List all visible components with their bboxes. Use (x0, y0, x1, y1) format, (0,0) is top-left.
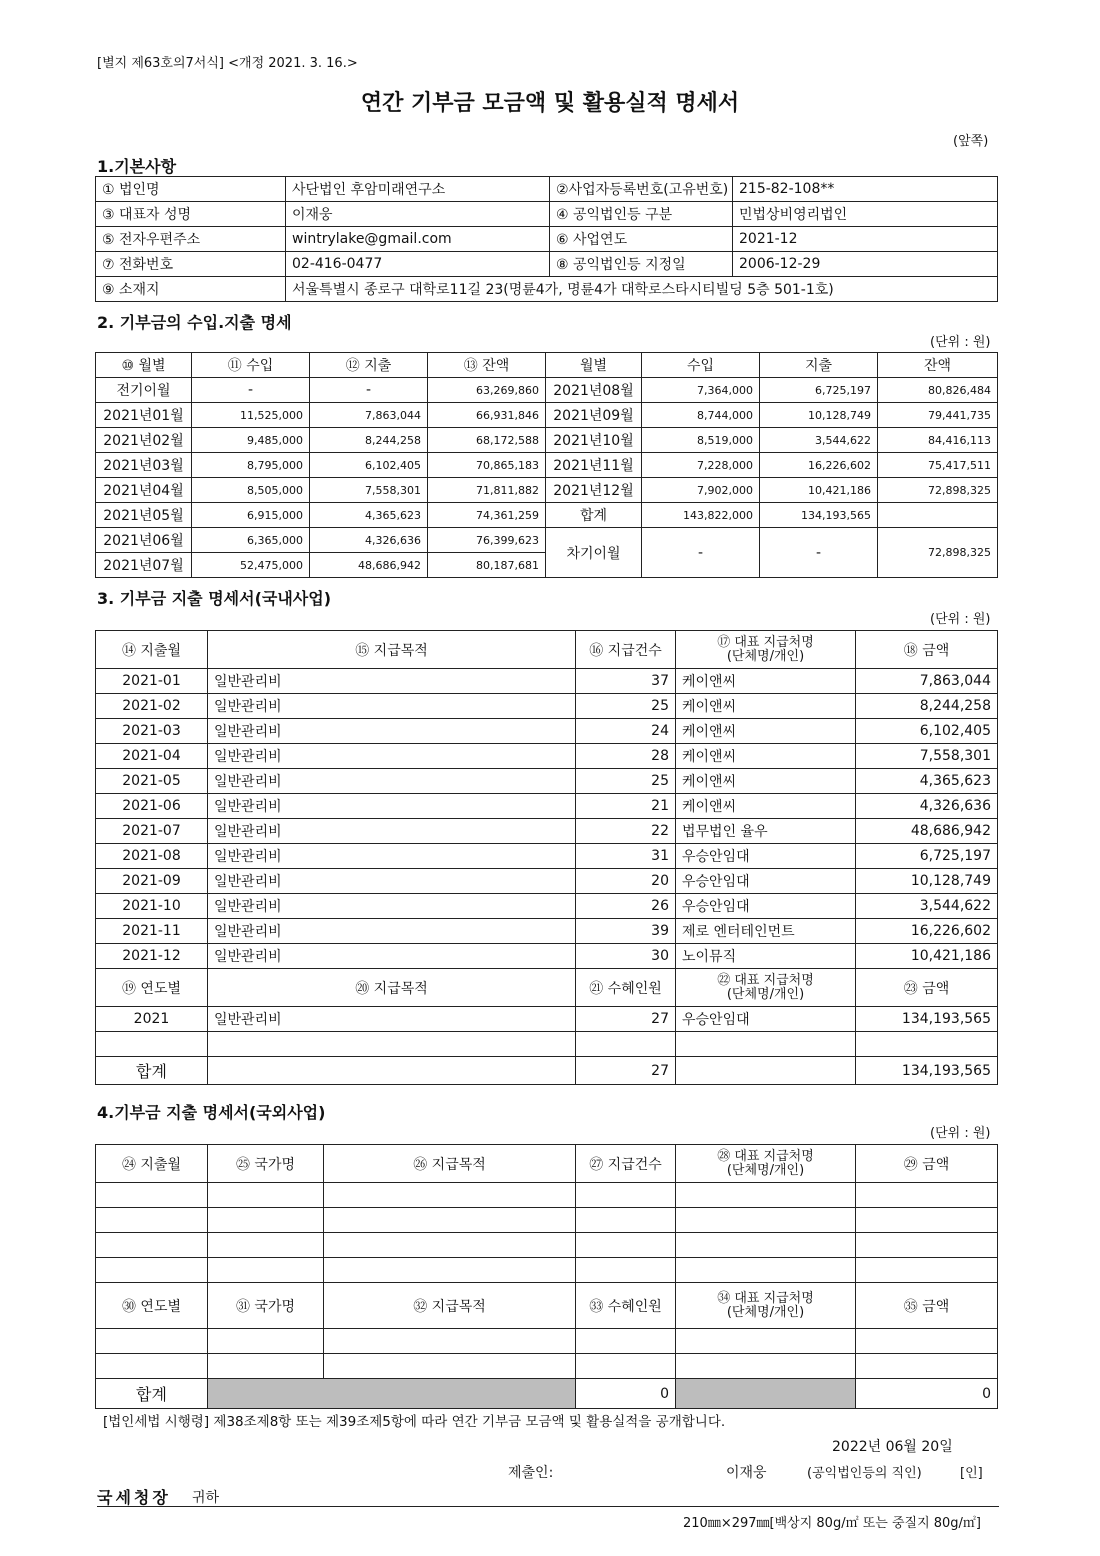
unit-label: (단위 : 원) (930, 1126, 991, 1141)
table-cell: 2021-05 (96, 769, 208, 794)
table-row (96, 669, 998, 694)
empty-cell (856, 1032, 998, 1057)
header-beneficiaries: ㉝ 수혜인원 (576, 1283, 676, 1329)
table-cell: 10,128,749 (856, 869, 998, 894)
header-amount-2: ㉓ 금액 (856, 969, 998, 1007)
table-cell: 6,365,000 (192, 528, 310, 553)
header-balance-2: 잔액 (878, 353, 998, 378)
phone: 02-416-0477 (286, 252, 550, 277)
recipient: 국세청장 (97, 1488, 171, 1507)
table-cell: 11,525,000 (192, 403, 310, 428)
table-cell: 30 (576, 944, 676, 969)
table-cell: 제로 엔터테인먼트 (676, 919, 856, 944)
table-cell: 8,744,000 (642, 403, 760, 428)
submit-date: 2022년 06월 20일 (832, 1439, 953, 1455)
address: 서울특별시 종로구 대학로11길 23(명륜4가, 명륜4가 대학로스타시티빌딩 5층 501-1호) (286, 277, 998, 302)
empty-cell (676, 1057, 856, 1085)
table-cell: 9,485,000 (192, 428, 310, 453)
table-cell: 80,187,681 (428, 553, 546, 578)
foreign-total-count: 0 (576, 1379, 676, 1409)
table-cell: 2021-07 (96, 819, 208, 844)
table-cell: 10,128,749 (760, 403, 878, 428)
table-cell: 2021-09 (96, 869, 208, 894)
header-recipient: ⑰ 대표 지급처명 (단체명/개인) (676, 631, 856, 669)
header-recipient-2: ㉒ 대표 지급처명 (단체명/개인) (676, 969, 856, 1007)
table-cell: 2021년02월 (96, 428, 192, 453)
foreign-expense-table (95, 1144, 998, 1409)
document-title: 연간 기부금 모금액 및 활용실적 명세서 (360, 91, 740, 116)
table-cell: 4,326,636 (856, 794, 998, 819)
table-row (96, 794, 998, 819)
beneficiary-cell: 27 (576, 1007, 676, 1032)
table-cell: 2021-08 (96, 844, 208, 869)
domestic-total-amount: 134,193,565 (856, 1057, 998, 1085)
section4-title: 4.기부금 지출 명세서(국외사업) (97, 1103, 326, 1122)
label-type: ④ 공익법인등 구분 (550, 202, 733, 227)
table-cell: 노이뮤직 (676, 944, 856, 969)
table-cell: 케이앤씨 (676, 669, 856, 694)
submitter-role: (공익법인등의 직인) (807, 1466, 922, 1481)
carry-forward-label: 차기이월 (546, 528, 642, 578)
table-row (96, 719, 998, 744)
header-recipient: ㉘ 대표 지급처명 (단체명/개인) (676, 1145, 856, 1183)
header-month-2: 월별 (546, 353, 642, 378)
table-cell: 25 (576, 694, 676, 719)
table-cell: 16,226,602 (760, 453, 878, 478)
biz-year: 2021-12 (733, 227, 998, 252)
domestic-total-label: 합계 (96, 1057, 208, 1085)
table-cell: 48,686,942 (310, 553, 428, 578)
table-row (96, 744, 998, 769)
table-cell: 10,421,186 (760, 478, 878, 503)
table-cell: 22 (576, 819, 676, 844)
table-cell: 2021년06월 (96, 528, 192, 553)
table-row (96, 919, 998, 944)
table-cell: 일반관리비 (208, 744, 576, 769)
table-cell: 7,863,044 (856, 669, 998, 694)
unit-label: (단위 : 원) (930, 335, 991, 350)
header-purpose-2: ㉜ 지급목적 (324, 1283, 576, 1329)
table-cell: 24 (576, 719, 676, 744)
header-expense-2: 지출 (760, 353, 878, 378)
empty-cell (96, 1032, 208, 1057)
label-phone: ⑦ 전화번호 (96, 252, 286, 277)
header-purpose: ⑮ 지급목적 (208, 631, 576, 669)
form-number: [별지 제63호의7서식] <개정 2021. 3. 16.> (97, 56, 358, 71)
table-cell: 76,399,623 (428, 528, 546, 553)
table-cell: 66,931,846 (428, 403, 546, 428)
domestic-total-count: 27 (576, 1057, 676, 1085)
table-cell: 80,826,484 (878, 378, 998, 403)
submitter-label: 제출인: (508, 1465, 554, 1481)
header-count: ㉗ 지급건수 (576, 1145, 676, 1183)
section1-title: 1.기본사항 (97, 157, 177, 176)
header-amount: ㉙ 금액 (856, 1145, 998, 1183)
table-cell: 37 (576, 669, 676, 694)
table-cell: 8,519,000 (642, 428, 760, 453)
table-cell: 8,505,000 (192, 478, 310, 503)
total-expense: 134,193,565 (760, 503, 878, 528)
table-cell: 2021년03월 (96, 453, 192, 478)
table-cell: 전기이월 (96, 378, 192, 403)
table-cell: 일반관리비 (208, 769, 576, 794)
table-cell: - (310, 378, 428, 403)
header-balance: ⑬ 잔액 (428, 353, 546, 378)
table-cell: 4,365,623 (856, 769, 998, 794)
legal-notice: [법인세법 시행령] 제38조제8항 또는 제39조제5항에 따라 연간 기부금 모금액 및 활용실적을 공개합니다. (103, 1414, 726, 1430)
empty-cell (676, 1032, 856, 1057)
table-cell: 2021년01월 (96, 403, 192, 428)
table-row (96, 694, 998, 719)
header-count: ⑯ 지급건수 (576, 631, 676, 669)
table-cell: 일반관리비 (208, 719, 576, 744)
table-cell: 16,226,602 (856, 919, 998, 944)
total-income: 143,822,000 (642, 503, 760, 528)
table-cell: 일반관리비 (208, 944, 576, 969)
section2-title: 2. 기부금의 수입.지출 명세 (97, 313, 292, 332)
table-cell: 2021-11 (96, 919, 208, 944)
table-cell: 2021-06 (96, 794, 208, 819)
paper-spec: 210㎜×297㎜[백상지 80g/㎡ 또는 중질지 80g/㎡] (683, 1516, 982, 1531)
table-cell: 7,228,000 (642, 453, 760, 478)
header-recipient-2: ㉞ 대표 지급처명 (단체명/개인) (676, 1283, 856, 1329)
table-cell: 2021-12 (96, 944, 208, 969)
table-cell: 법무법인 율우 (676, 819, 856, 844)
empty-cell (576, 1032, 676, 1057)
table-cell: 일반관리비 (208, 894, 576, 919)
foreign-total-amount: 0 (856, 1379, 998, 1409)
page-side: (앞쪽) (953, 134, 989, 149)
table-cell: 일반관리비 (208, 669, 576, 694)
table-cell: 6,725,197 (760, 378, 878, 403)
recipient-suffix: 귀하 (192, 1490, 220, 1506)
table-cell: 7,558,301 (310, 478, 428, 503)
purpose-cell: 일반관리비 (208, 1007, 576, 1032)
table-cell: 6,102,405 (310, 453, 428, 478)
table-cell: 6,915,000 (192, 503, 310, 528)
header-income-2: 수입 (642, 353, 760, 378)
rep-name: 이재웅 (286, 202, 550, 227)
table-cell: 70,865,183 (428, 453, 546, 478)
shaded-cell (676, 1379, 856, 1409)
table-cell: - (192, 378, 310, 403)
table-cell (878, 503, 998, 528)
table-cell: 2021년04월 (96, 478, 192, 503)
label-biz-no: ②사업자등록번호(고유번호) (550, 177, 733, 202)
header-expense-month: ㉔ 지출월 (96, 1145, 208, 1183)
designated-date: 2006-12-29 (733, 252, 998, 277)
label-email: ⑤ 전자우편주소 (96, 227, 286, 252)
table-cell: 75,417,511 (878, 453, 998, 478)
header-expense: ⑫ 지출 (310, 353, 428, 378)
header-amount-2: ㉟ 금액 (856, 1283, 998, 1329)
header-country-2: ㉛ 국가명 (208, 1283, 324, 1329)
label-designated: ⑧ 공익법인등 지정일 (550, 252, 733, 277)
email: wintrylake@gmail.com (286, 227, 550, 252)
table-cell: 7,863,044 (310, 403, 428, 428)
table-row (96, 869, 998, 894)
table-cell: 3,544,622 (856, 894, 998, 919)
table-cell: 6,725,197 (856, 844, 998, 869)
table-cell: 2021-04 (96, 744, 208, 769)
label-corp-name: ① 법인명 (96, 177, 286, 202)
table-cell: 21 (576, 794, 676, 819)
carry-income: - (642, 528, 760, 578)
table-cell: 2021-10 (96, 894, 208, 919)
table-cell: 31 (576, 844, 676, 869)
table-cell: 2021년10월 (546, 428, 642, 453)
corp-name: 사단법인 후암미래연구소 (286, 177, 550, 202)
label-rep: ③ 대표자 성명 (96, 202, 286, 227)
table-cell: 20 (576, 869, 676, 894)
table-cell: 8,244,258 (856, 694, 998, 719)
table-cell: 2021년12월 (546, 478, 642, 503)
carry-expense: - (760, 528, 878, 578)
table-cell: 케이앤씨 (676, 719, 856, 744)
total-label: 합계 (546, 503, 642, 528)
table-cell: 7,364,000 (642, 378, 760, 403)
table-cell: 4,326,636 (310, 528, 428, 553)
header-expense-month: ⑭ 지출월 (96, 631, 208, 669)
corp-type: 민법상비영리법인 (733, 202, 998, 227)
table-cell: 7,558,301 (856, 744, 998, 769)
foreign-total-label: 합계 (96, 1379, 208, 1409)
income-expense-table (95, 352, 998, 578)
header-income: ⑪ 수입 (192, 353, 310, 378)
header-beneficiaries: ㉑ 수혜인원 (576, 969, 676, 1007)
table-cell: 6,102,405 (856, 719, 998, 744)
table-cell: 2021년11월 (546, 453, 642, 478)
table-cell: 일반관리비 (208, 694, 576, 719)
empty-cell (208, 1057, 576, 1085)
table-cell: 일반관리비 (208, 919, 576, 944)
table-cell: 8,795,000 (192, 453, 310, 478)
table-cell: 2021년07월 (96, 553, 192, 578)
table-cell: 우승안임대 (676, 844, 856, 869)
table-cell: 2021년09월 (546, 403, 642, 428)
table-cell: 26 (576, 894, 676, 919)
table-cell: 일반관리비 (208, 844, 576, 869)
header-amount: ⑱ 금액 (856, 631, 998, 669)
table-cell: 일반관리비 (208, 819, 576, 844)
basic-info-table (95, 176, 998, 302)
table-cell: 2021-03 (96, 719, 208, 744)
domestic-expense-table (95, 630, 998, 1085)
header-purpose-2: ⑳ 지급목적 (208, 969, 576, 1007)
carry-balance: 72,898,325 (878, 528, 998, 578)
table-cell: 2021-01 (96, 669, 208, 694)
table-cell: 우승안임대 (676, 894, 856, 919)
label-address: ⑨ 소재지 (96, 277, 286, 302)
empty-cell (208, 1032, 576, 1057)
table-cell: 71,811,882 (428, 478, 546, 503)
table-cell: 68,172,588 (428, 428, 546, 453)
table-row (96, 819, 998, 844)
table-row (96, 894, 998, 919)
year-cell: 2021 (96, 1007, 208, 1032)
table-cell: 일반관리비 (208, 794, 576, 819)
table-cell: 우승안임대 (676, 869, 856, 894)
table-cell: 케이앤씨 (676, 769, 856, 794)
table-cell: 74,361,259 (428, 503, 546, 528)
section3-title: 3. 기부금 지출 명세서(국내사업) (97, 589, 332, 608)
table-cell: 79,441,735 (878, 403, 998, 428)
table-cell: 케이앤씨 (676, 744, 856, 769)
table-cell: 72,898,325 (878, 478, 998, 503)
header-year: ⑲ 연도별 (96, 969, 208, 1007)
table-cell: 52,475,000 (192, 553, 310, 578)
seal-mark: [인] (960, 1466, 983, 1481)
table-cell: 2021-02 (96, 694, 208, 719)
table-cell: 84,416,113 (878, 428, 998, 453)
table-cell: 8,244,258 (310, 428, 428, 453)
amount-cell: 134,193,565 (856, 1007, 998, 1032)
table-cell: 7,902,000 (642, 478, 760, 503)
table-cell: 63,269,860 (428, 378, 546, 403)
header-country: ㉕ 국가명 (208, 1145, 324, 1183)
shaded-cell (208, 1379, 576, 1409)
table-cell: 2021년08월 (546, 378, 642, 403)
table-cell: 25 (576, 769, 676, 794)
table-cell: 4,365,623 (310, 503, 428, 528)
table-cell: 48,686,942 (856, 819, 998, 844)
table-cell: 39 (576, 919, 676, 944)
biz-no: 215-82-108** (733, 177, 998, 202)
table-row (96, 944, 998, 969)
table-cell: 28 (576, 744, 676, 769)
table-cell: 3,544,622 (760, 428, 878, 453)
table-cell: 케이앤씨 (676, 794, 856, 819)
header-month: ⑩ 월별 (96, 353, 192, 378)
table-row (96, 844, 998, 869)
table-row (96, 769, 998, 794)
label-year: ⑥ 사업연도 (550, 227, 733, 252)
unit-label: (단위 : 원) (930, 612, 991, 627)
recipient-cell: 우승안임대 (676, 1007, 856, 1032)
header-year: ㉚ 연도별 (96, 1283, 208, 1329)
table-cell: 2021년05월 (96, 503, 192, 528)
table-cell: 일반관리비 (208, 869, 576, 894)
table-cell: 10,421,186 (856, 944, 998, 969)
submitter-name: 이재웅 (726, 1465, 767, 1481)
table-cell: 케이앤씨 (676, 694, 856, 719)
header-purpose: ㉖ 지급목적 (324, 1145, 576, 1183)
